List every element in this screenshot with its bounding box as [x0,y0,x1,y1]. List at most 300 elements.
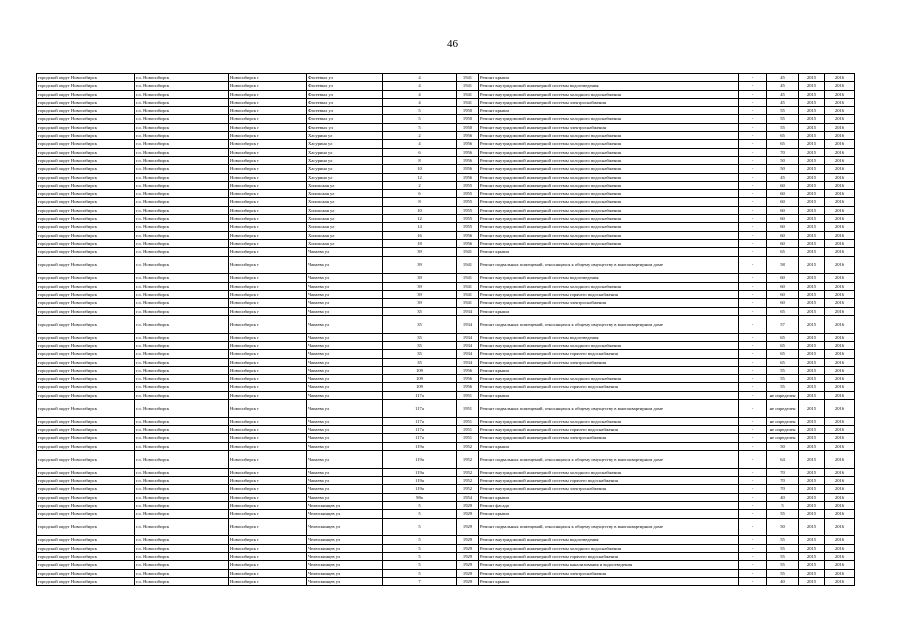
table-row [37,383,855,391]
settlement-cell: г.о. Новосибирск [135,148,229,156]
start-year-cell: 2015 [799,450,825,468]
street-cell: Чапаева ул [307,468,383,476]
dash-cell: - [739,350,767,358]
street-cell: Хилокская ул [307,215,383,223]
dash-cell: - [739,181,767,189]
street-cell: Хасурина ул [307,148,383,156]
year-built-cell: 1941 [457,82,479,90]
page-number: 46 [447,38,458,50]
end-year-cell: 2016 [825,231,855,239]
end-year-cell: 2016 [825,115,855,123]
street-cell: Челюскинцев ул [307,561,383,569]
end-year-cell: 2016 [825,206,855,214]
house-number-cell: 119а [383,442,457,450]
wear-percent-cell: 60 [767,215,799,223]
wear-percent-cell: 60 [767,231,799,239]
house-number-cell: 4 [383,98,457,106]
wear-percent-cell: 45 [767,90,799,98]
work-type-cell: Ремонт внутридомовой инженерной системы горячего водоснабжения [479,350,739,358]
street-cell: Чапаева ул [307,477,383,485]
work-type-cell: Ремонт внутридомовой инженерной системы холодного водоснабжения [479,341,739,349]
settlement-cell: г.о. Новосибирск [135,383,229,391]
city-cell: Новосибирск г [229,399,307,417]
work-type-cell: Ремонт внутридомовой инженерной системы холодного водоснабжения [479,165,739,173]
wear-percent-cell: 45 [767,98,799,106]
start-year-cell: 2015 [799,552,825,560]
municipality-cell: городской округ Новосибирск [37,417,135,425]
table-row [37,341,855,349]
dash-cell: - [739,399,767,417]
street-cell: Хасурина ул [307,165,383,173]
dash-cell: - [739,132,767,140]
year-built-cell: 1955 [457,198,479,206]
municipality-cell: городской округ Новосибирск [37,341,135,349]
city-cell: Новосибирск г [229,561,307,569]
year-built-cell: 1929 [457,569,479,577]
house-number-cell: 109 [383,366,457,374]
settlement-cell: г.о. Новосибирск [135,569,229,577]
city-cell: Новосибирск г [229,148,307,156]
year-built-cell: 1956 [457,173,479,181]
house-number-cell: 109 [383,375,457,383]
year-built-cell: 1929 [457,536,479,544]
municipality-cell: городской округ Новосибирск [37,290,135,298]
municipality-cell: городской округ Новосибирск [37,477,135,485]
settlement-cell: г.о. Новосибирск [135,223,229,231]
city-cell: Новосибирск г [229,434,307,442]
wear-percent-cell: 65 [767,132,799,140]
wear-percent-cell: 55 [767,107,799,115]
dash-cell: - [739,468,767,476]
house-number-cell: 109 [383,383,457,391]
municipality-cell: городской округ Новосибирск [37,223,135,231]
wear-percent-cell: 5 [767,501,799,509]
municipality-cell: городской округ Новосибирск [37,231,135,239]
start-year-cell: 2015 [799,544,825,552]
wear-percent-cell: 55 [767,544,799,552]
house-number-cell: 5 [383,115,457,123]
street-cell: Хилокская ул [307,231,383,239]
wear-percent-cell: 55 [767,561,799,569]
start-year-cell: 2015 [799,123,825,131]
wear-percent-cell: 40 [767,493,799,501]
street-cell: Фасеевых ул [307,115,383,123]
municipality-cell: городской округ Новосибирск [37,518,135,536]
wear-percent-cell: не определен [767,426,799,434]
municipality-cell: городской округ Новосибирск [37,299,135,307]
wear-percent-cell: 60 [767,299,799,307]
end-year-cell: 2016 [825,375,855,383]
house-number-cell: 4 [383,90,457,98]
settlement-cell: г.о. Новосибирск [135,518,229,536]
table-row [37,536,855,544]
settlement-cell: г.о. Новосибирск [135,173,229,181]
municipality-cell: городской округ Новосибирск [37,569,135,577]
wear-percent-cell: 70 [767,477,799,485]
dash-cell: - [739,315,767,333]
table-row [37,98,855,106]
year-built-cell: 1950 [457,107,479,115]
year-built-cell: 1952 [457,485,479,493]
table-row [37,107,855,115]
city-cell: Новосибирск г [229,98,307,106]
year-built-cell: 1929 [457,577,479,585]
city-cell: Новосибирск г [229,181,307,189]
work-type-cell: Ремонт внутридомовой инженерной системы холодного водоснабжения [479,90,739,98]
house-number-cell: 5 [383,107,457,115]
work-type-cell: Ремонт внутридомовой инженерной системы горячего водоснабжения [479,477,739,485]
year-built-cell: 1929 [457,544,479,552]
work-type-cell: Ремонт внутридомовой инженерной системы электроснабжения [479,98,739,106]
wear-percent-cell: 50 [767,442,799,450]
street-cell: Хилокская ул [307,206,383,214]
table-row [37,206,855,214]
dash-cell: - [739,485,767,493]
dash-cell: - [739,123,767,131]
end-year-cell: 2016 [825,383,855,391]
wear-percent-cell: 58 [767,256,799,274]
municipality-cell: городской округ Новосибирск [37,173,135,181]
house-number-cell: 7 [383,577,457,585]
house-number-cell: 117а [383,417,457,425]
municipality-cell: городской округ Новосибирск [37,132,135,140]
work-type-cell: Ремонт внутридомовой инженерной системы холодного водоснабжения [479,140,739,148]
city-cell: Новосибирск г [229,206,307,214]
city-cell: Новосибирск г [229,132,307,140]
city-cell: Новосибирск г [229,274,307,282]
street-cell: Чапаева ул [307,290,383,298]
street-cell: Чапаева ул [307,375,383,383]
work-type-cell: Ремонт внутридомовой инженерной системы канализования и водоотведения [479,561,739,569]
work-type-cell: Ремонт крыши [479,307,739,315]
work-type-cell: Ремонт внутридомовой инженерной системы холодного водоснабжения [479,156,739,164]
end-year-cell: 2016 [825,333,855,341]
end-year-cell: 2016 [825,417,855,425]
house-number-cell: 4 [383,140,457,148]
table-row [37,518,855,536]
start-year-cell: 2015 [799,477,825,485]
table-row [37,350,855,358]
street-cell: Чапаева ул [307,493,383,501]
start-year-cell: 2015 [799,442,825,450]
year-built-cell: 1956 [457,383,479,391]
work-type-cell: Ремонт внутридомовой инженерной системы холодного водоснабжения [479,231,739,239]
table-row [37,123,855,131]
city-cell: Новосибирск г [229,544,307,552]
start-year-cell: 2015 [799,140,825,148]
settlement-cell: г.о. Новосибирск [135,239,229,247]
table-row [37,290,855,298]
street-cell: Фасеевых ул [307,123,383,131]
work-type-cell: Ремонт подвальных помещений, относящихся к общему имуществу в многоквартирном доме [479,399,739,417]
end-year-cell: 2016 [825,82,855,90]
work-type-cell: Ремонт внутридомовой инженерной системы электроснабжения [479,485,739,493]
city-cell: Новосибирск г [229,223,307,231]
year-built-cell: 1955 [457,223,479,231]
settlement-cell: г.о. Новосибирск [135,577,229,585]
municipality-cell: городской округ Новосибирск [37,148,135,156]
wear-percent-cell: 50 [767,165,799,173]
house-number-cell: 5 [383,123,457,131]
wear-percent-cell: 65 [767,248,799,256]
table-row [37,450,855,468]
wear-percent-cell: 64 [767,450,799,468]
table-row [37,561,855,569]
wear-percent-cell: 60 [767,206,799,214]
year-built-cell: 1941 [457,74,479,82]
street-cell: Челюскинцев ул [307,501,383,509]
table-row [37,223,855,231]
municipality-cell: городской округ Новосибирск [37,544,135,552]
year-built-cell: 1951 [457,417,479,425]
end-year-cell: 2016 [825,132,855,140]
settlement-cell: г.о. Новосибирск [135,485,229,493]
house-number-cell: 8 [383,198,457,206]
municipality-cell: городской округ Новосибирск [37,493,135,501]
municipality-cell: городской округ Новосибирск [37,215,135,223]
street-cell: Хилокская ул [307,223,383,231]
work-type-cell: Ремонт внутридомовой инженерной системы холодного водоснабжения [479,375,739,383]
end-year-cell: 2016 [825,74,855,82]
house-number-cell: 119а [383,485,457,493]
city-cell: Новосибирск г [229,485,307,493]
settlement-cell: г.о. Новосибирск [135,561,229,569]
city-cell: Новосибирск г [229,173,307,181]
start-year-cell: 2015 [799,434,825,442]
city-cell: Новосибирск г [229,248,307,256]
settlement-cell: г.о. Новосибирск [135,299,229,307]
start-year-cell: 2015 [799,198,825,206]
work-type-cell: Ремонт подвальных помещений, относящихся к общему имуществу в многоквартирном доме [479,315,739,333]
house-number-cell: 12 [383,173,457,181]
wear-percent-cell: 50 [767,518,799,536]
year-built-cell: 1951 [457,391,479,399]
municipality-cell: городской округ Новосибирск [37,82,135,90]
work-type-cell: Ремонт внутридомовой инженерной системы холодного водоснабжения [479,215,739,223]
table-row [37,552,855,560]
work-type-cell: Ремонт внутридомовой инженерной системы холодного водоснабжения [479,132,739,140]
start-year-cell: 2015 [799,518,825,536]
table-row [37,434,855,442]
street-cell: Хасурина ул [307,140,383,148]
city-cell: Новосибирск г [229,333,307,341]
work-type-cell: Ремонт крыши [479,366,739,374]
city-cell: Новосибирск г [229,198,307,206]
year-built-cell: 1951 [457,426,479,434]
year-built-cell: 1952 [457,442,479,450]
work-type-cell: Ремонт внутридомовой инженерной системы электроснабжения [479,123,739,131]
table-row [37,90,855,98]
settlement-cell: г.о. Новосибирск [135,98,229,106]
end-year-cell: 2016 [825,341,855,349]
dash-cell: - [739,140,767,148]
city-cell: Новосибирск г [229,215,307,223]
wear-percent-cell: 55 [767,569,799,577]
work-type-cell: Ремонт внутридомовой инженерной системы холодного водоснабжения [479,282,739,290]
work-type-cell: Ремонт внутридомовой инженерной системы холодного водоснабжения [479,206,739,214]
start-year-cell: 2015 [799,391,825,399]
settlement-cell: г.о. Новосибирск [135,82,229,90]
city-cell: Новосибирск г [229,123,307,131]
start-year-cell: 2015 [799,561,825,569]
street-cell: Чапаева ул [307,307,383,315]
end-year-cell: 2016 [825,215,855,223]
wear-percent-cell: не определен [767,417,799,425]
work-type-cell: Ремонт внутридомовой инженерной системы холодного водоснабжения [479,417,739,425]
dash-cell: - [739,417,767,425]
municipality-cell: городской округ Новосибирск [37,485,135,493]
end-year-cell: 2016 [825,156,855,164]
work-type-cell: Ремонт крыши [479,510,739,518]
municipality-cell: городской округ Новосибирск [37,350,135,358]
street-cell: Чапаева ул [307,333,383,341]
street-cell: Хилокская ул [307,239,383,247]
city-cell: Новосибирск г [229,442,307,450]
street-cell: Фасеевых ул [307,107,383,115]
wear-percent-cell: 45 [767,74,799,82]
dash-cell: - [739,198,767,206]
city-cell: Новосибирск г [229,552,307,560]
wear-percent-cell: 40 [767,577,799,585]
end-year-cell: 2016 [825,391,855,399]
street-cell: Чапаева ул [307,399,383,417]
work-type-cell: Ремонт внутридомовой инженерной системы горячего водоснабжения [479,552,739,560]
end-year-cell: 2016 [825,223,855,231]
table-row [37,299,855,307]
year-built-cell: 1941 [457,282,479,290]
end-year-cell: 2016 [825,434,855,442]
work-type-cell: Ремонт внутридомовой инженерной системы электроснабжения [479,569,739,577]
start-year-cell: 2015 [799,333,825,341]
city-cell: Новосибирск г [229,426,307,434]
house-number-cell: 39 [383,282,457,290]
dash-cell: - [739,231,767,239]
start-year-cell: 2015 [799,256,825,274]
wear-percent-cell: 55 [767,366,799,374]
municipality-cell: городской округ Новосибирск [37,391,135,399]
settlement-cell: г.о. Новосибирск [135,165,229,173]
work-type-cell: Ремонт внутридомовой инженерной системы горячего водоснабжения [479,426,739,434]
work-type-cell: Ремонт крыши [479,493,739,501]
year-built-cell: 1955 [457,190,479,198]
start-year-cell: 2015 [799,190,825,198]
start-year-cell: 2015 [799,510,825,518]
work-type-cell: Ремонт внутридомовой инженерной системы холодного водоснабжения [479,190,739,198]
year-built-cell: 1941 [457,90,479,98]
start-year-cell: 2015 [799,366,825,374]
end-year-cell: 2016 [825,299,855,307]
dash-cell: - [739,569,767,577]
municipality-cell: городской округ Новосибирск [37,399,135,417]
year-built-cell: 1950 [457,115,479,123]
work-type-cell: Ремонт внутридомовой инженерной системы водоотведения [479,82,739,90]
street-cell: Чапаева ул [307,299,383,307]
table-row [37,315,855,333]
dash-cell: - [739,333,767,341]
municipality-cell: городской округ Новосибирск [37,552,135,560]
settlement-cell: г.о. Новосибирск [135,90,229,98]
start-year-cell: 2015 [799,358,825,366]
wear-percent-cell: 70 [767,485,799,493]
house-number-cell: 117а [383,391,457,399]
city-cell: Новосибирск г [229,115,307,123]
municipality-cell: городской округ Новосибирск [37,577,135,585]
street-cell: Чапаева ул [307,350,383,358]
city-cell: Новосибирск г [229,391,307,399]
start-year-cell: 2015 [799,181,825,189]
settlement-cell: г.о. Новосибирск [135,536,229,544]
municipality-cell: городской округ Новосибирск [37,206,135,214]
year-built-cell: 1952 [457,477,479,485]
year-built-cell: 1934 [457,307,479,315]
wear-percent-cell: 65 [767,358,799,366]
settlement-cell: г.о. Новосибирск [135,315,229,333]
house-number-cell: 6 [383,190,457,198]
end-year-cell: 2016 [825,165,855,173]
table-row [37,493,855,501]
dash-cell: - [739,391,767,399]
wear-percent-cell: 55 [767,375,799,383]
end-year-cell: 2016 [825,518,855,536]
city-cell: Новосибирск г [229,140,307,148]
street-cell: Хасурина ул [307,173,383,181]
municipality-cell: городской округ Новосибирск [37,307,135,315]
start-year-cell: 2015 [799,383,825,391]
year-built-cell: 1934 [457,315,479,333]
dash-cell: - [739,223,767,231]
work-type-cell: Ремонт внутридомовой инженерной системы электроснабжения [479,358,739,366]
house-number-cell: 117а [383,426,457,434]
work-type-cell: Ремонт крыши [479,107,739,115]
dash-cell: - [739,282,767,290]
settlement-cell: г.о. Новосибирск [135,307,229,315]
wear-percent-cell: 60 [767,282,799,290]
work-type-cell: Ремонт внутридомовой инженерной системы горячего водоснабжения [479,383,739,391]
house-number-cell: 5 [383,544,457,552]
year-built-cell: 1929 [457,501,479,509]
municipality-cell: городской округ Новосибирск [37,442,135,450]
settlement-cell: г.о. Новосибирск [135,493,229,501]
start-year-cell: 2015 [799,215,825,223]
wear-percent-cell: 45 [767,173,799,181]
dash-cell: - [739,477,767,485]
end-year-cell: 2016 [825,98,855,106]
dash-cell: - [739,552,767,560]
street-cell: Фасеевых ул [307,82,383,90]
settlement-cell: г.о. Новосибирск [135,215,229,223]
work-type-cell: Ремонт подвальных помещений, относящихся к общему имуществу в многоквартирном доме [479,518,739,536]
year-built-cell: 1955 [457,206,479,214]
settlement-cell: г.о. Новосибирск [135,477,229,485]
table-row [37,140,855,148]
wear-percent-cell: 45 [767,82,799,90]
settlement-cell: г.о. Новосибирск [135,358,229,366]
house-number-cell: 10 [383,165,457,173]
house-number-cell: 98а [383,493,457,501]
wear-percent-cell: 60 [767,223,799,231]
end-year-cell: 2016 [825,510,855,518]
street-cell: Челюскинцев ул [307,536,383,544]
dash-cell: - [739,98,767,106]
city-cell: Новосибирск г [229,366,307,374]
settlement-cell: г.о. Новосибирск [135,399,229,417]
city-cell: Новосибирск г [229,518,307,536]
table-row [37,115,855,123]
city-cell: Новосибирск г [229,156,307,164]
dash-cell: - [739,341,767,349]
wear-percent-cell: 60 [767,198,799,206]
street-cell: Челюскинцев ул [307,569,383,577]
